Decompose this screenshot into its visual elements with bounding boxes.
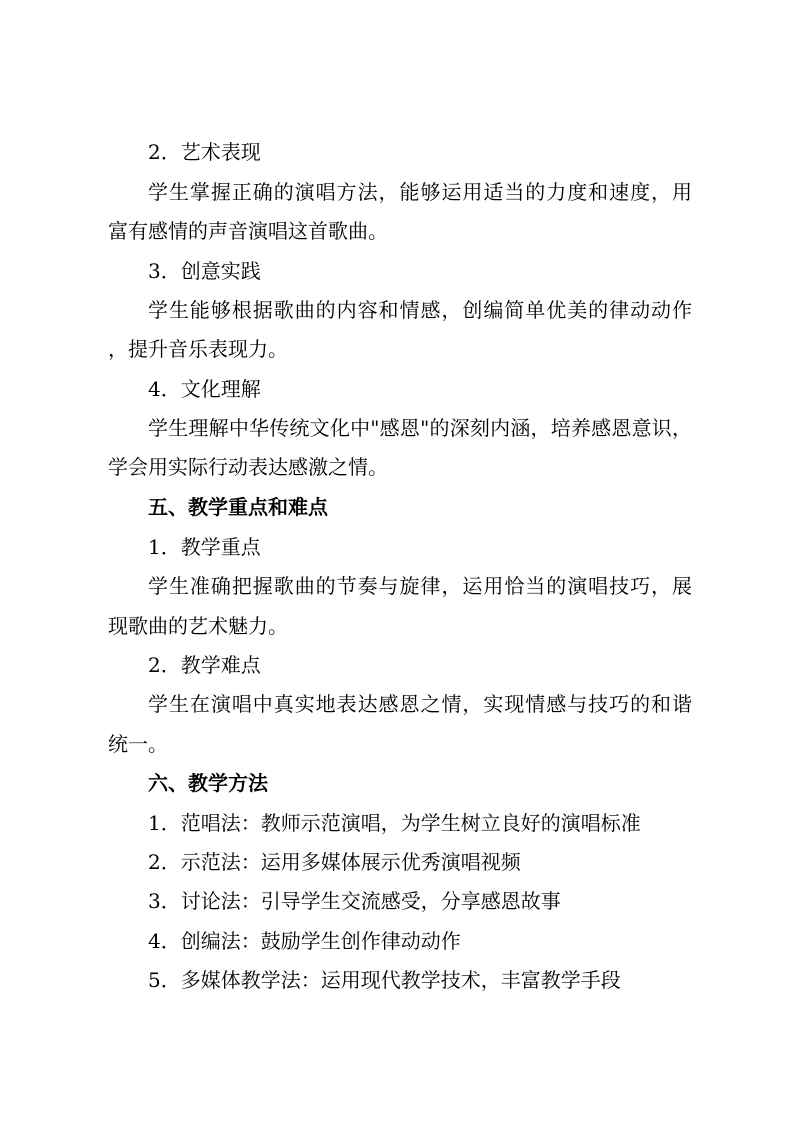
section-6-title: 六、教学方法	[148, 771, 268, 795]
key-points-heading: 1．教学重点	[148, 535, 261, 559]
section-5-title: 五、教学重点和难点	[148, 495, 328, 519]
method-item: 4．创编法：鼓励学生创作律动动作	[148, 929, 461, 953]
culture-heading: 4．文化理解	[148, 377, 261, 401]
key-points-line-1: 学生准确把握歌曲的节奏与旋律，运用恰当的演唱技巧，展	[148, 574, 692, 598]
art-text-line-1: 学生掌握正确的演唱方法，能够运用适当的力度和速度，用	[148, 180, 692, 204]
art-heading: 2．艺术表现	[148, 140, 261, 164]
art-text-line-2: 富有感情的声音演唱这首歌曲。	[108, 219, 388, 243]
culture-text-line-2: 学会用实际行动表达感激之情。	[108, 455, 388, 479]
creative-text-line-1: 学生能够根据歌曲的内容和情感，创编简单优美的律动动作	[148, 298, 692, 322]
difficult-points-line-2: 统一。	[108, 732, 168, 756]
culture-text-line-1: 学生理解中华传统文化中"感恩"的深刻内涵，培养感恩意识，	[148, 416, 692, 440]
method-item: 5．多媒体教学法：运用现代教学技术，丰富教学手段	[148, 968, 621, 992]
method-item: 2．示范法：运用多媒体展示优秀演唱视频	[148, 850, 521, 874]
key-points-line-2: 现歌曲的艺术魅力。	[108, 614, 288, 638]
difficult-points-line-1: 学生在演唱中真实地表达感恩之情，实现情感与技巧的和谐	[148, 692, 692, 716]
difficult-points-heading: 2．教学难点	[148, 653, 261, 677]
creative-heading: 3．创意实践	[148, 259, 261, 283]
creative-text-line-2: ，提升音乐表现力。	[108, 337, 288, 361]
method-item: 3．讨论法：引导学生交流感受，分享感恩故事	[148, 889, 561, 913]
method-item: 1．范唱法：教师示范演唱，为学生树立良好的演唱标准	[148, 811, 641, 835]
